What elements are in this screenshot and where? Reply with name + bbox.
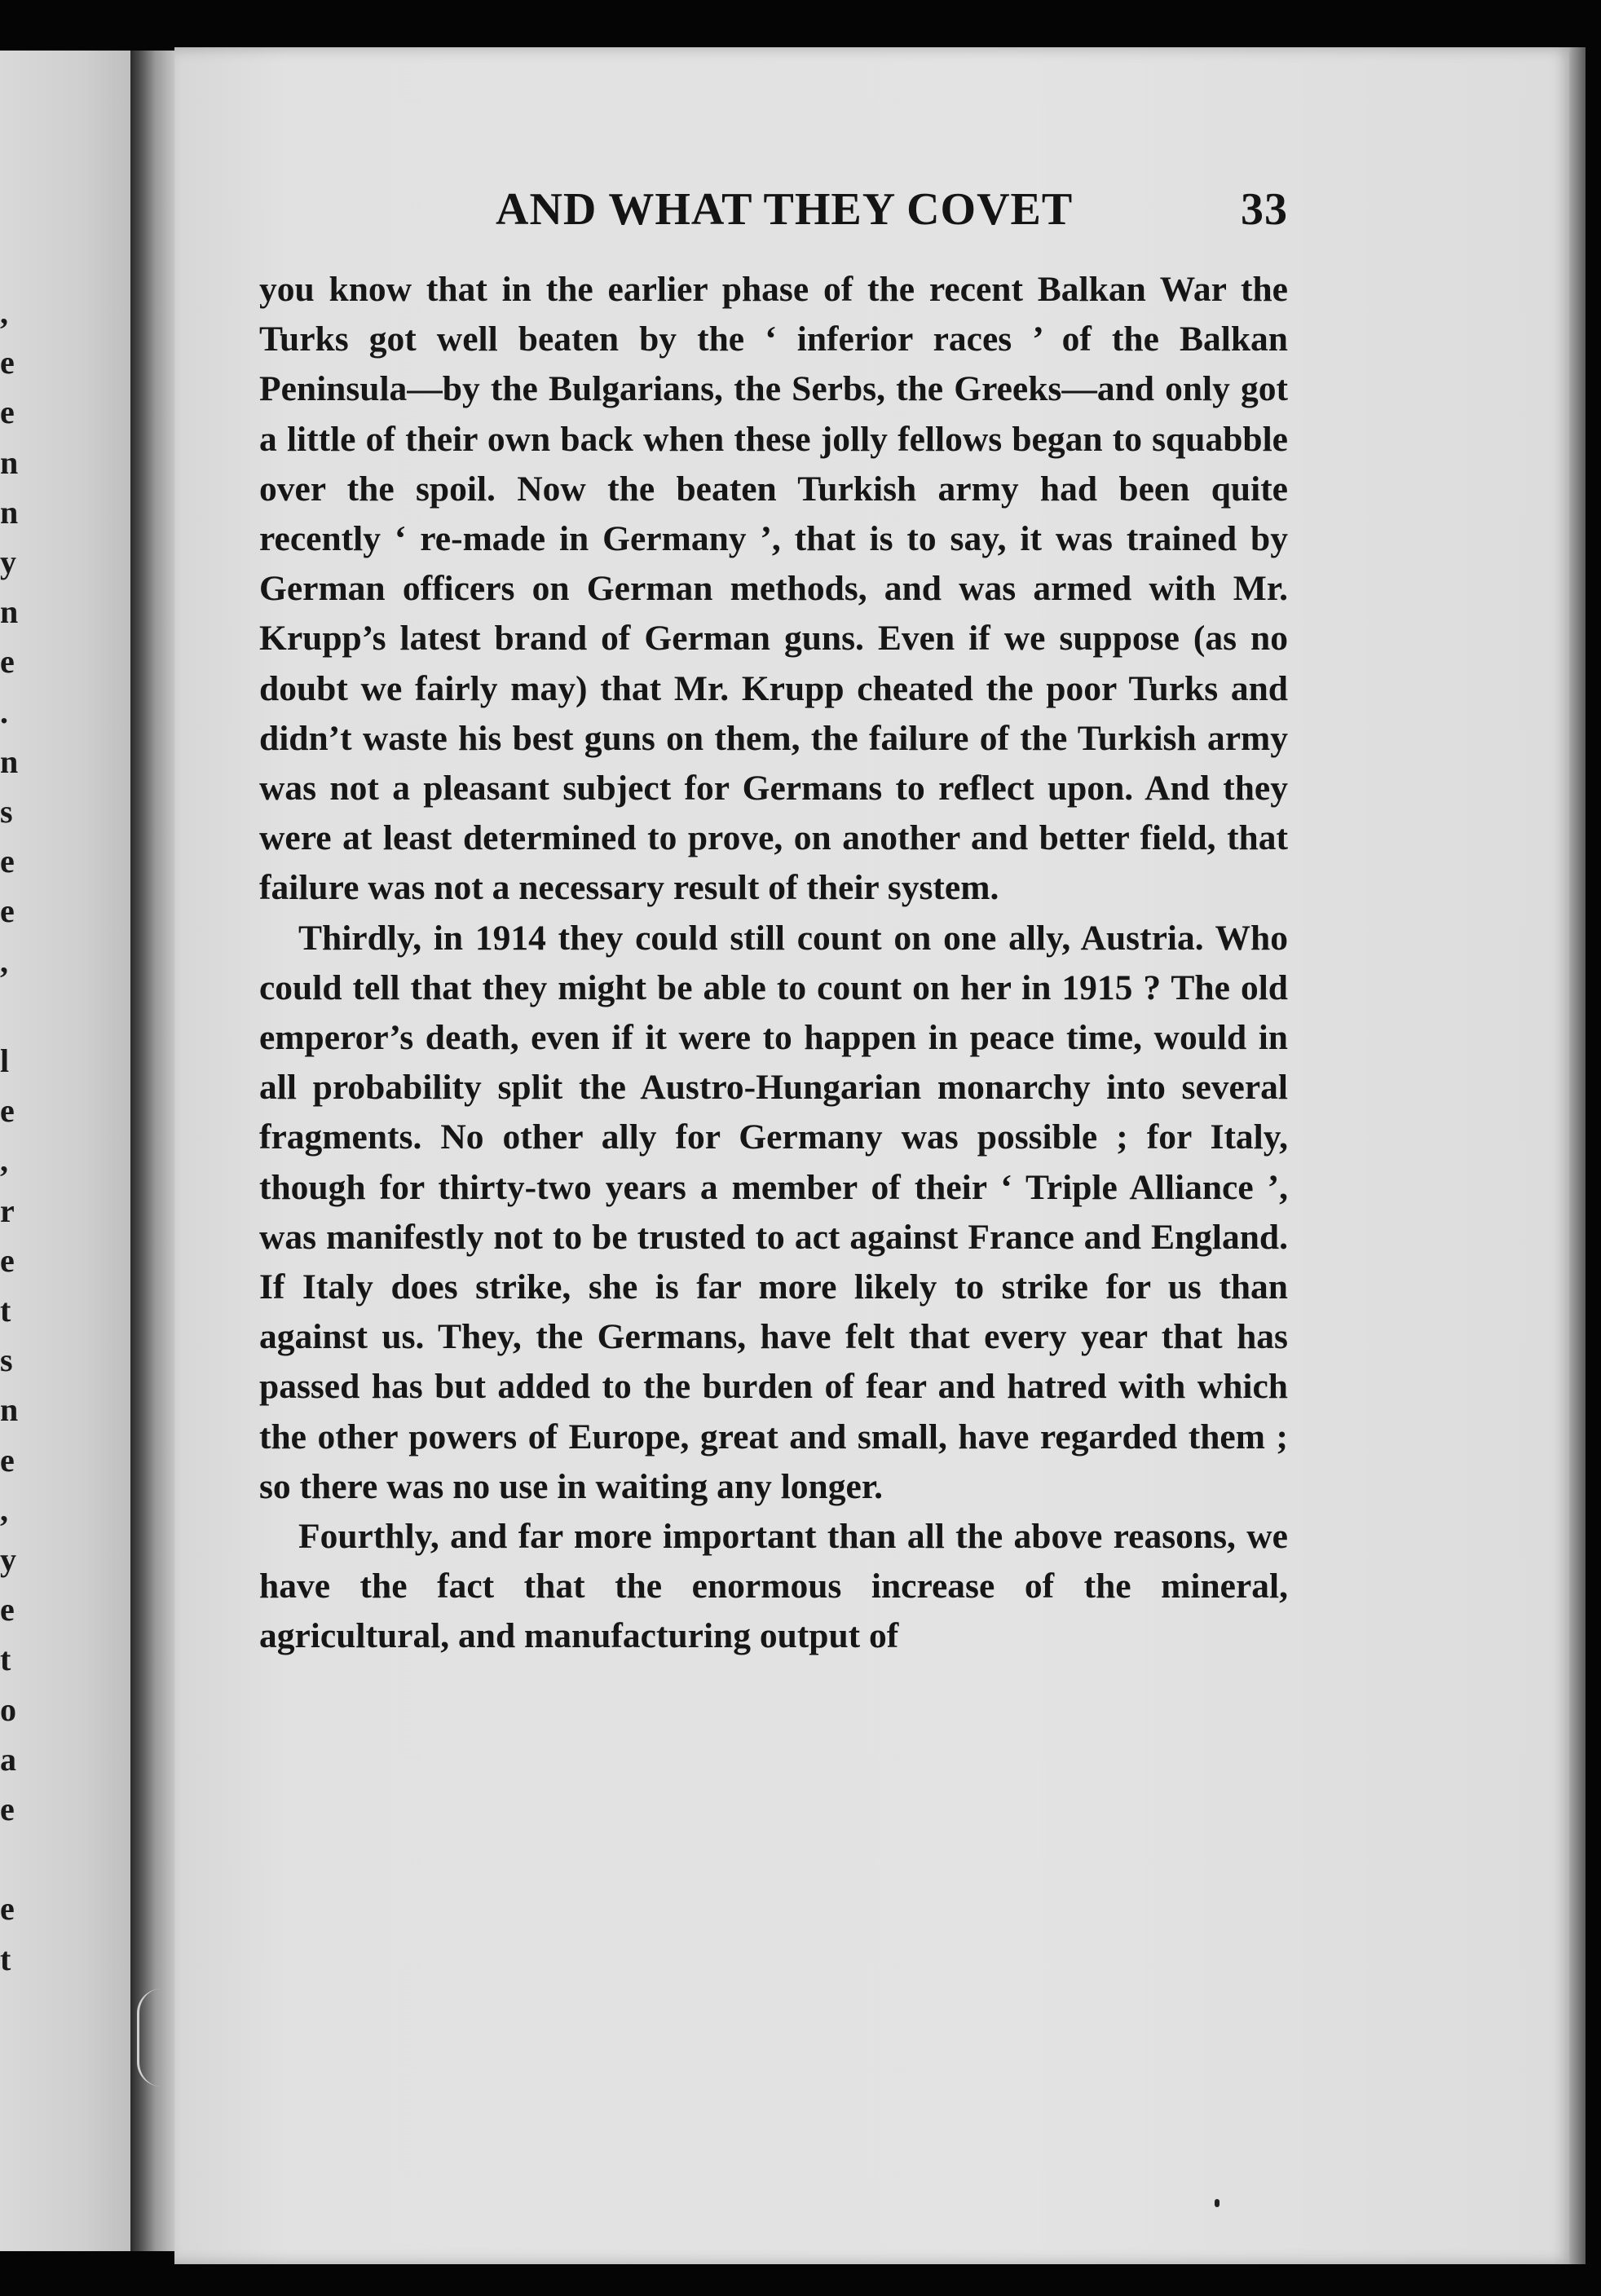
previous-page-text-fragment: r: [0, 1192, 15, 1229]
previous-page-text-fragment: t: [0, 1940, 11, 1977]
previous-page-text-fragment: ,: [0, 1491, 8, 1528]
previous-page-text-fragment: t: [0, 1292, 11, 1329]
previous-page-text-fragment: e: [0, 1241, 15, 1279]
gutter-pencil-mark: [137, 1989, 169, 2087]
previous-page-text-fragment: n: [0, 743, 19, 780]
page-header: [259, 183, 1288, 242]
previous-page-text-fragment: ,: [0, 1142, 8, 1179]
previous-page-text-fragment: y: [0, 1541, 16, 1578]
previous-page-text-fragment: e: [0, 892, 15, 930]
previous-page-text-fragment: l: [0, 1042, 10, 1079]
previous-page-text-fragment: n: [0, 493, 19, 531]
previous-page-text-fragment: e: [0, 344, 15, 381]
previous-page-text-fragment: t: [0, 1641, 11, 1678]
running-head: AND WHAT THEY COVET: [496, 184, 1074, 235]
previous-page-text-fragment: e: [0, 1890, 15, 1928]
previous-page-text-fragment: .: [0, 693, 8, 730]
previous-page-text-fragment: ,: [0, 294, 8, 331]
previous-page-text-fragment: n: [0, 443, 19, 481]
previous-page-text-fragment: s: [0, 1342, 13, 1379]
book-gutter: [130, 51, 176, 2251]
previous-page-text-fragment: e: [0, 1591, 15, 1628]
previous-page-text-fragment: e: [0, 643, 15, 681]
previous-page-text-fragment: ,: [0, 942, 8, 980]
paragraph-continuation: you know that in the earlier phase of the recent Balkan War the Turks got well beaten by the ‘ inferior races ’ of the Balkan Peninsula—by the Bulgarians, the Serbs, the Greeks—and only got a little of their own back when these jolly fellows began to squabble over the spoil. Now the beaten Turkish army had been quite recently ‘ re-made in Germany ’, that is to say, it was trained by German officers on German methods, and was armed with Mr. Krupp’s latest brand of German guns. Even if we suppose (as no doubt we fairly may) that Mr. Krupp cheated the poor Turks and didn’t waste his best guns on them, the failure of the Turkish army was not a pleasant subject for Germans to reflect upon. And they were at least determined to prove, on another and better field, that failure was not a necessary result of their system.: [259, 270, 1288, 908]
previous-page-text-fragment: n: [0, 1391, 19, 1429]
previous-page-text-fragment: e: [0, 394, 15, 431]
previous-page-text-fragment: e: [0, 1092, 15, 1130]
previous-page-text-fragment: o: [0, 1690, 16, 1728]
paragraph-fourthly: Fourthly, and far more important than all the above reasons, we have the fact that the enormous increase of the mineral, agricultural, and manufacturing output of: [259, 1517, 1288, 1656]
body-text: [259, 265, 1288, 1662]
previous-page-text-fragment: e: [0, 1791, 15, 1827]
previous-page-text-fragment: s: [0, 793, 13, 830]
previous-page-text-fragment: y: [0, 544, 16, 580]
previous-page-text-fragment: n: [0, 593, 19, 631]
paragraph-thirdly: Thirdly, in 1914 they could still count on one ally, Austria. Who could tell that they might be able to count on her in 1915 ? The old emperor’s death, even if it were to happen in peace time, would in all probability split the Austro-Hungarian monarchy into several fragments. No other ally for Germany was possible ; for Italy, though for thirty-two years a member of their ‘ Triple Alliance ’, was manifestly not to be trusted to act against France and England. If Italy does strike, she is far more likely to strike for us than against us. They, the Germans, have felt that every year that has passed has but added to the burden of fear and hatred with which the other powers of Europe, great and small, have regarded them ; so there was no use in waiting any longer.: [259, 918, 1288, 1506]
page-number: 33: [1241, 184, 1288, 235]
page-right-edge: [1569, 47, 1586, 2264]
previous-page-text-fragment: e: [0, 1441, 15, 1479]
previous-page-text-fragment: a: [0, 1740, 16, 1778]
previous-page-edge: [0, 51, 137, 2251]
previous-page-text-fragment: e: [0, 843, 15, 880]
dust-speck: [1215, 2199, 1219, 2207]
